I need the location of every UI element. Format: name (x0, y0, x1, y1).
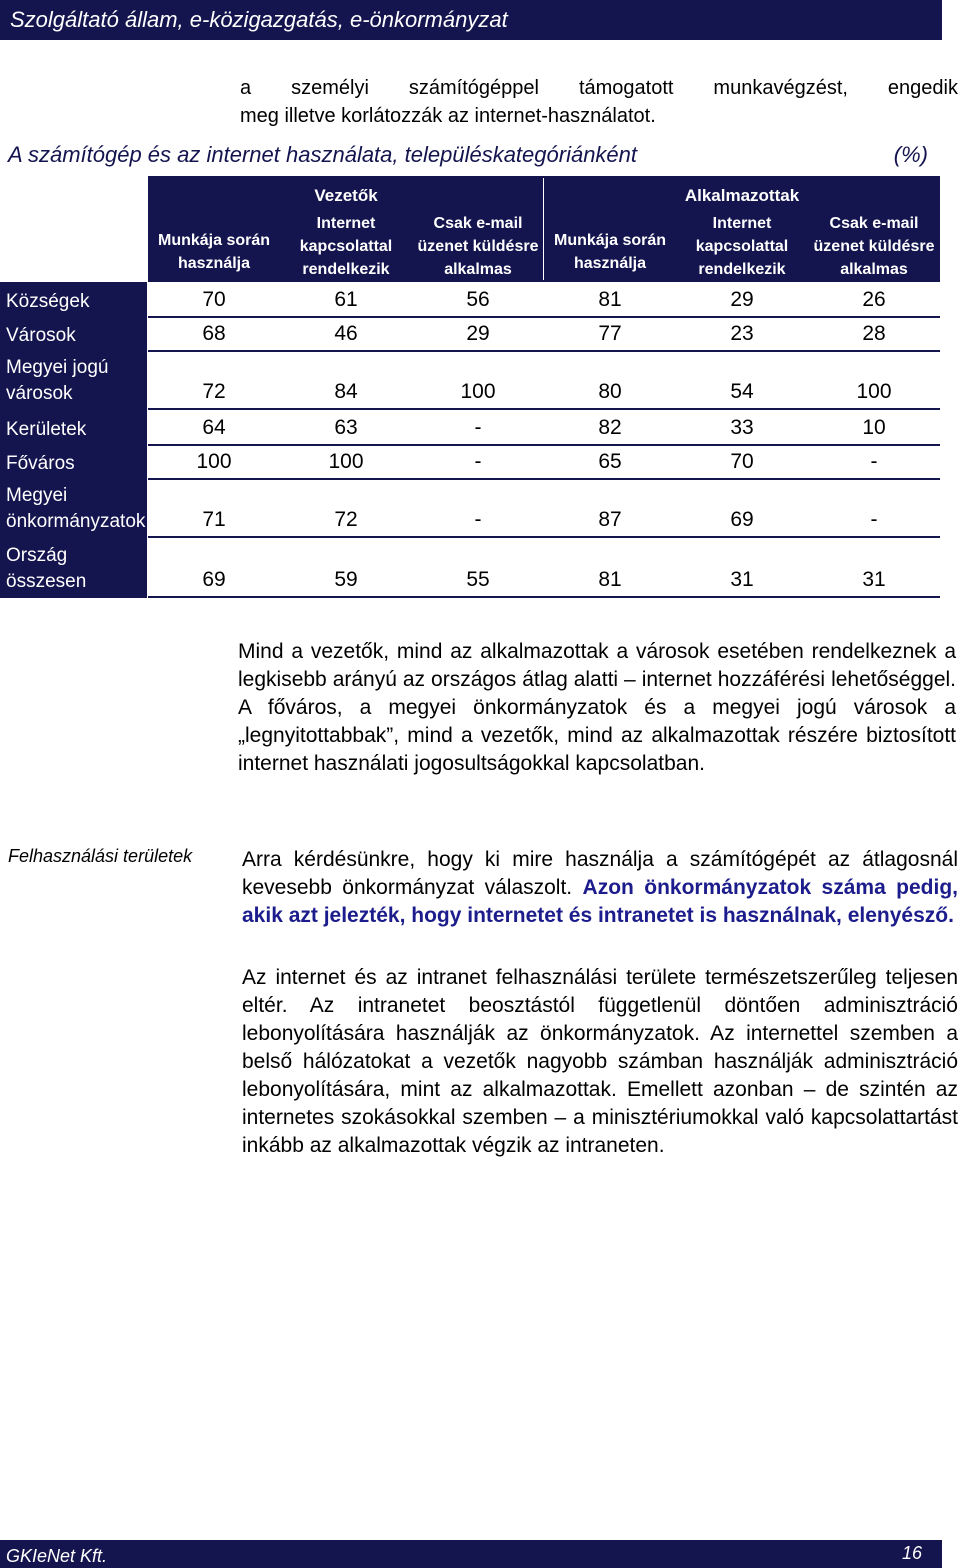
table-cell: 68 (202, 322, 226, 345)
table-cell: 55 (466, 568, 490, 591)
table-row (0, 446, 940, 480)
table-cell: 10 (862, 416, 886, 439)
table-cell: - (870, 450, 878, 473)
row-label: Kerületek (0, 410, 147, 446)
table-cell: 100 (856, 380, 892, 403)
table-row (0, 480, 940, 538)
table-cell: 26 (862, 288, 886, 311)
table-cell: 65 (598, 450, 622, 473)
group-header-employees: Alkalmazottak (684, 185, 800, 205)
table-cell: 54 (730, 380, 754, 403)
row-label: Megyei jogú városok (0, 352, 147, 410)
row-label: Községek (0, 282, 147, 318)
col-header-4: Munkája során használja (553, 232, 667, 272)
table-cell: 63 (334, 416, 358, 439)
table-title-text: A számítógép és az internet használata, településkategóriánként (8, 142, 638, 167)
table-row (0, 352, 940, 410)
table-cell: 100 (460, 380, 496, 403)
col-header-1: Munkája során használja (157, 232, 271, 272)
intro-line-1: a személyi számítógéppel támogatott munkavégzést, engedik (240, 77, 958, 99)
table-cell: 80 (598, 380, 622, 403)
col-header-6: Csak e-mail üzenet küldésre alkalmas (813, 214, 935, 278)
table-cell: 71 (202, 508, 226, 531)
group-header-leaders: Vezetők (314, 185, 378, 205)
table-unit: (%) (893, 142, 928, 167)
table-cell: 100 (196, 450, 232, 473)
table-row (0, 282, 940, 318)
table-cell: - (474, 508, 482, 531)
paragraph-usage-plain: Arra kérdésünkre, hogy ki mire használja a számítógépét az átlagosnál kevesebb önkormányzat válaszolt. (242, 848, 958, 899)
table-cell: 77 (598, 322, 622, 345)
table-title (8, 140, 928, 170)
table-cell: 87 (598, 508, 622, 531)
table-cell: 81 (598, 288, 622, 311)
table-cell: 59 (334, 568, 358, 591)
table-row (0, 410, 940, 446)
table-cell: 69 (730, 508, 754, 531)
table-cell: - (474, 416, 482, 439)
table-cell: 69 (202, 568, 226, 591)
intro-line-2: meg illetve korlátozzák az internet-használatot. (240, 105, 656, 127)
table-cell: 31 (862, 568, 886, 591)
table-cell: 29 (466, 322, 490, 345)
table-cell: 64 (202, 416, 226, 439)
col-header-3: Csak e-mail üzenet küldésre alkalmas (417, 214, 539, 278)
header-title: Szolgáltató állam, e-közigazgatás, e-önkormányzat (10, 7, 508, 32)
header-group-divider (543, 178, 544, 280)
row-label: Megyei önkormányzatok (0, 480, 147, 538)
table-cell: 72 (334, 508, 358, 531)
row-label: Ország összesen (0, 538, 147, 598)
table-cell: 46 (334, 322, 358, 345)
page-header (0, 0, 942, 40)
intro-text (240, 74, 958, 130)
footer-company: GKIeNet Kft. (6, 1546, 108, 1566)
table-cell: 84 (334, 380, 358, 403)
table-row (0, 318, 940, 352)
col-header-2: Internet kapcsolattal rendelkezik (299, 214, 393, 278)
row-label: Főváros (0, 446, 147, 480)
table-cell: 82 (598, 416, 622, 439)
paragraph-usage-highlight: Azon önkormányzatok száma pedig, akik azt jelezték, hogy internetet és intranetet is használnak, elenyésző. (242, 876, 958, 927)
table-cell: 31 (730, 568, 754, 591)
paragraph-areas: Az internet és az intranet felhasználási területe természetszerűleg teljesen eltér. Az intranetet beosztástól függetlenül döntően adminisztráció lebonyolítására használják az önkormányzatok. Az internettel szemben a belső hálózatokat a vezetők nagyobb számban használják adminisztráció lebonyolítására, mint az alkalmazottak. Emellett azonban – de szintén az internetes szokásokkal szemben – a minisztériumokkal való kapcsolattartást inkább az alkalmazottak végzik az intraneten. (242, 966, 958, 1157)
table-cell: - (870, 508, 878, 531)
table-cell: 81 (598, 568, 622, 591)
side-label: Felhasználási területek (8, 846, 193, 866)
table-row (0, 538, 940, 598)
page-footer (0, 1540, 942, 1568)
table-cell: 61 (334, 288, 358, 311)
table-cell: 100 (328, 450, 364, 473)
table-cell: 23 (730, 322, 754, 345)
row-label: Városok (0, 318, 147, 352)
paragraph-summary: Mind a vezetők, mind az alkalmazottak a városok esetében rendelkeznek a legkisebb arányú az országos átlag alatti – internet hozzáférési lehetőséggel. A főváros, a megyei önkormányzatok és a megyei jogú városok a „legnyitottabbak”, mind a vezetők, mind az alkalmazottak részére biztosított internet használati jogosultságokkal kapcsolatban. (238, 640, 956, 775)
table-cell: 33 (730, 416, 754, 439)
table-cell: 70 (730, 450, 754, 473)
col-header-5: Internet kapcsolattal rendelkezik (695, 214, 789, 278)
paragraph-usage (242, 846, 958, 930)
table-cell: 29 (730, 288, 754, 311)
table-header (148, 176, 940, 282)
table-cell: 28 (862, 322, 886, 345)
table-cell: 70 (202, 288, 226, 311)
table-cell: 56 (466, 288, 490, 311)
table-cell: 72 (202, 380, 226, 403)
row-divider (148, 596, 940, 598)
page-number: 16 (901, 1543, 922, 1563)
table-cell: - (474, 450, 482, 473)
